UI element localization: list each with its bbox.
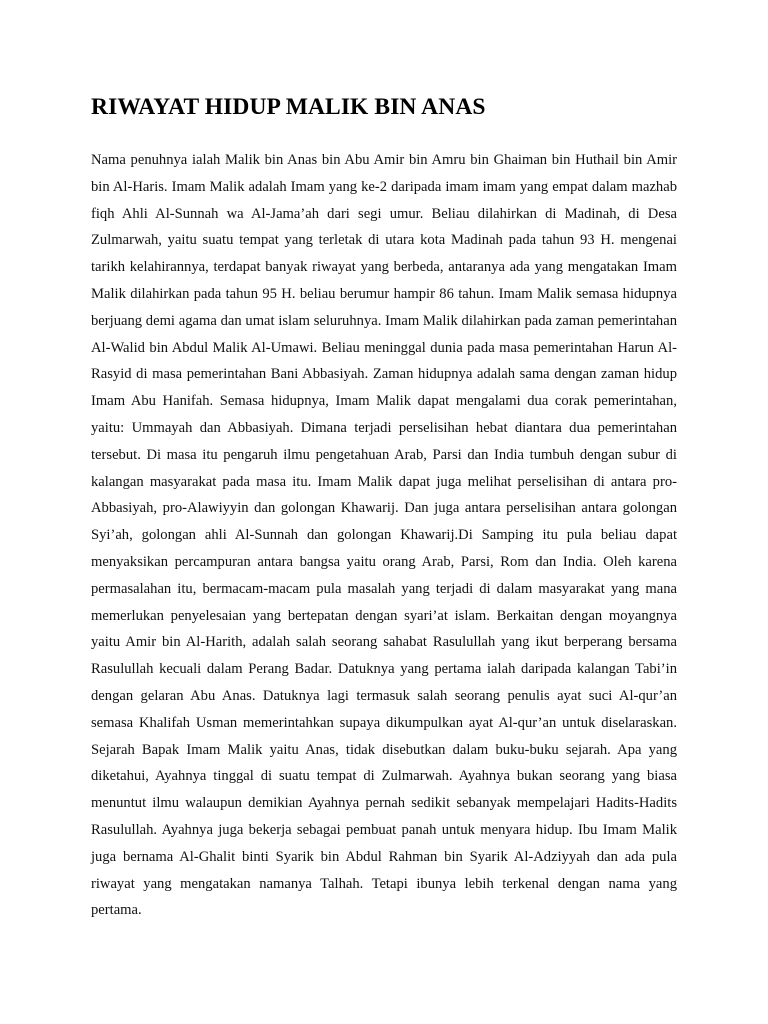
body-paragraph: Nama penuhnya ialah Malik bin Anas bin Abu Amir bin Amru bin Ghaiman bin Huthail bin Amir bin Al-Haris. Imam Malik adalah Imam yang ke-2 daripada imam imam yang empat dalam mazhab fiqh Ahli Al-Sunnah wa Al-Jama’ah dari segi umur. Beliau dilahirkan di Madinah, di Desa Zulmarwah, yaitu suatu tempat yang terletak di utara kota Madinah pada tahun 93 H. mengenai tarikh kelahirannya, terdapat banyak riwayat yang berbeda, antaranya ada yang mengatakan Imam Malik dilahirkan pada tahun 95 H. beliau berumur hampir 86 tahun. Imam Malik semasa hidupnya berjuang demi agama dan umat islam seluruhnya. Imam Malik dilahirkan pada zaman pemerintahan Al-Walid bin Abdul Malik Al-Umawi. Beliau meninggal dunia pada masa pemerintahan Harun Al-Rasyid di masa pemerintahan Bani Abbasiyah. Zaman hidupnya adalah sama dengan zaman hidup Imam Abu Hanifah. Semasa hidupnya, Imam Malik dapat mengalami dua corak pemerintahan, yaitu: Ummayah dan Abbasiyah. Dimana terjadi perselisihan hebat diantara dua pemerintahan tersebut. Di masa itu pengaruh ilmu pengetahuan Arab, Parsi dan India tumbuh dengan subur di kalangan masyarakat pada masa itu. Imam Malik dapat juga melihat perselisihan di antara pro-Abbasiyah, pro-Alawiyyin dan golongan Khawarij. Dan juga antara perselisihan antara golongan Syi’ah, golongan ahli Al-Sunnah dan golongan Khawarij.Di Samping itu pula beliau dapat menyaksikan percampuran antara bangsa yaitu orang Arab, Parsi, Rom dan India. Oleh karena permasalahan itu, bermacam-macam pula masalah yang terjadi di dalam masyarakat yang mana memerlukan penyelesaian yang bertepatan dengan syari’at islam. Berkaitan dengan moyangnya yaitu Amir bin Al-Harith, adalah salah seorang sahabat Rasulullah yang ikut berperang bersama Rasulullah kecuali dalam Perang Badar. Datuknya yang pertama ialah daripada kalangan Tabi’in dengan gelaran Abu Anas. Datuknya lagi termasuk salah seorang penulis ayat suci Al-qur’an semasa Khalifah Usman memerintahkan supaya dikumpulkan ayat Al-qur’an untuk diselaraskan. Sejarah Bapak Imam Malik yaitu Anas, tidak disebutkan dalam buku-buku sejarah. Apa yang diketahui, Ayahnya tinggal di suatu tempat di Zulmarwah. Ayahnya bukan seorang yang biasa menuntut ilmu walaupun demikian Ayahnya pernah sedikit sebanyak mempelajari Hadits-Hadits Rasulullah. Ayahnya juga bekerja sebagai pembuat panah untuk menyara hidup. Ibu Imam Malik juga bernama Al-Ghalit binti Syarik bin Abdul Rahman bin Syarik Al-Adziyyah dan ada pula riwayat yang mengatakan namanya Talhah. Tetapi ibunya lebih terkenal dengan nama yang pertama. — [91, 152, 677, 919]
document-title: RIWAYAT HIDUP MALIK BIN ANAS — [91, 94, 486, 120]
